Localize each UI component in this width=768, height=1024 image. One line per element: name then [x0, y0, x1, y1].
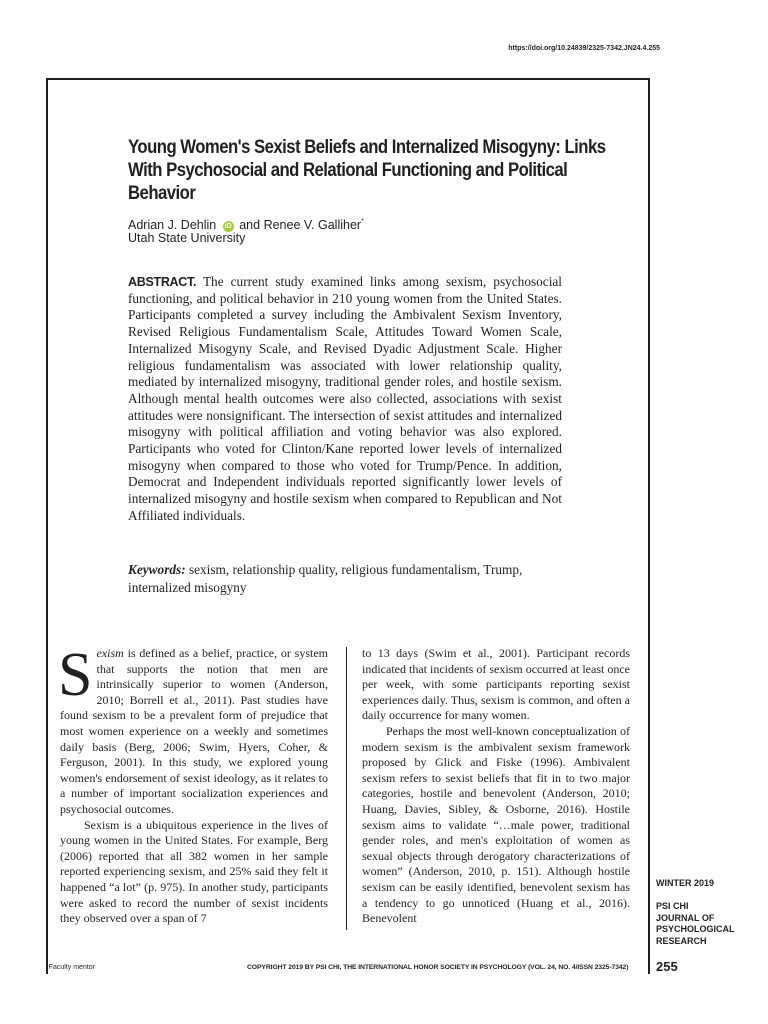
journal-line: JOURNAL OF	[656, 912, 715, 923]
page-number: 255	[656, 959, 678, 974]
orcid-icon[interactable]: iD	[224, 223, 232, 230]
journal-line: PSYCHOLOGICAL	[656, 924, 735, 934]
column-divider	[346, 647, 347, 930]
body-paragraph: Perhaps the most well-known conceptualization of modern sexism is the ambivalent sexism framework proposed by Glick and Fiske (1996). Ambivalent sexism refers to sexist beliefs that fit in to two major categories, hostile and benevolent (Anderson, 2010; Huang, Davies, Sibley, & Osborne, 2016). Hostile sexism aims to validate “…male power, traditional gender roles, and men's exploitation of women as sexual objects through derogatory characterizations of women” (Anderson, 2010, p. 151). Although hostile sexism can be easily identified, benevolent sexism has a tendency to go unnoticed (Huang et al., 2016). Benevolent	[362, 723, 630, 926]
keywords-text: sexism, relationship quality, religious fundamentalism, Trump, internalized misogyny	[128, 562, 523, 595]
body-paragraph: to 13 days (Swim et al., 2001). Participant records indicated that incidents of sexism occurred at least once per week, with some participants reporting sexist experiences daily. Thus, sexism is common, and often a daily occurrence for many women.	[362, 646, 630, 723]
abstract	[128, 274, 562, 525]
author-first: Adrian J. Dehlin	[128, 218, 217, 232]
body-column-right	[362, 646, 630, 927]
affiliation: Utah State University	[128, 231, 246, 245]
body-paragraph	[58, 641, 328, 818]
abstract-text: The current study examined links among sexism, psychosocial functioning, and political behavior in 210 young women from the United States. Participants completed a survey including the Ambivalent Sexism Inventory, Revised Religious Fundamentalism Scale, Attitudes Toward Women Scale, Internalized Misogyny Scale, and Revised Dyadic Adjustment Scale. Higher religious fundamentalism was associated with lower relationship quality, mediated by internalized misogyny, traditional gender roles, and hostile sexism. Although mental health outcomes were also collected, associations with sexist attitudes were nonsignificant. The intersection of sexist attitudes and internalized misogyny with political affiliation and voting behavior was also explored. Participants who voted for Clinton/Kane reported lower levels of internalized misogyny when compared to those who voted for Trump/Pence. In addition, Democrat and Independent individuals reported significantly lower levels of internalized misogyny and hostile sexism when compared to Republican and Not Affiliated individuals.	[128, 274, 562, 523]
copyright-line: COPYRIGHT 2019 BY PSI CHI, THE INTERNATIONAL HONOR SOCIETY IN PSYCHOLOGY (VOL. 24, NO. 4/ISSN 2325-7342)	[247, 964, 629, 971]
drop-cap: S	[58, 641, 93, 709]
journal-line: PSI CHI	[656, 901, 689, 911]
paragraph-text: is defined as a belief, practice, or system that supports the notion that men are intrinsically superior to women (Anderson, 2010; Borrell et al., 2011). Past studies have found sexism to be a prevalent form of prejudice that most women experience on a weekly and sometimes daily basis (Berg, 2006; Swim, Hyers, Coher, & Ferguson, 2001). In this study, we explored young women's endorsement of sexist ideology, as it relates to a number of important socialization experiences and psychosocial outcomes.	[60, 646, 328, 816]
keywords-label: Keywords:	[128, 562, 186, 577]
footnote: *Faculty mentor	[46, 964, 96, 971]
article-title: Young Women's Sexist Beliefs and Internalized Misogyny: Links With Psychosocial and Relational Functioning and Political Behavior	[128, 137, 606, 204]
journal-name	[656, 901, 756, 947]
abstract-label: ABSTRACT.	[128, 275, 197, 289]
issue-season: WINTER 2019	[656, 878, 715, 888]
author-second: Renee V. Galliher	[263, 218, 362, 232]
keywords	[128, 561, 568, 596]
journal-line: RESEARCH	[656, 935, 707, 946]
body-column-left	[58, 641, 328, 927]
doi-link[interactable]: https://doi.org/10.24839/2325-7342.JN24.4.255	[508, 45, 660, 52]
emphasis-word: exism	[96, 646, 124, 660]
author-footnote-mark: *	[361, 218, 364, 225]
author-connector: and	[239, 218, 261, 232]
body-paragraph: Sexism is a ubiquitous experience in the lives of young women in the United States. For example, Berg (2006) reported that all 382 women in her sample reported experiencing sexism, and 25% said they felt it happened “a lot” (p. 975). In another study, participants were asked to record the number of sexist incidents they observed over a span of 7	[60, 817, 328, 926]
